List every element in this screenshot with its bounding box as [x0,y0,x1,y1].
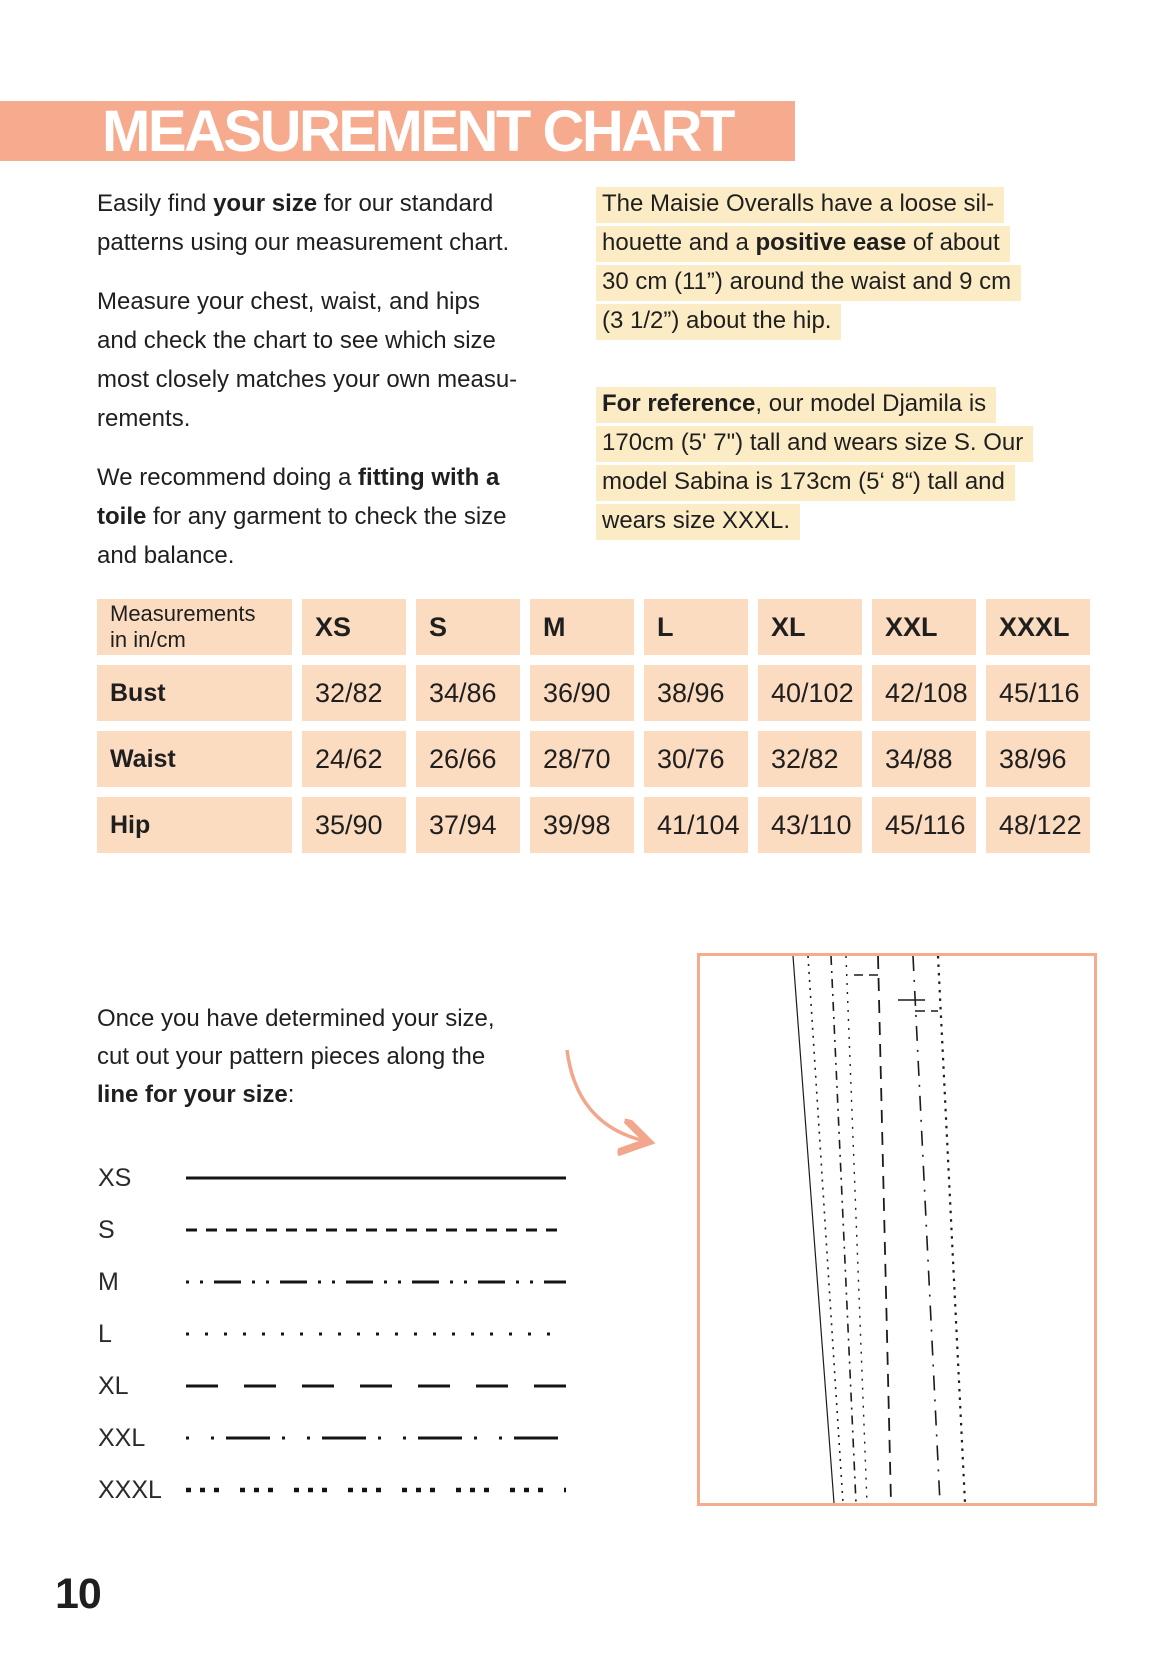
legend-row-xs [98,1152,568,1204]
table-cell: 45/116 [872,797,976,853]
size-header-l: L [644,599,748,655]
legend-row-xxl [98,1412,568,1464]
table-cell: 24/62 [302,731,406,787]
size-header-xxxl: XXXL [986,599,1090,655]
legend-line-dot-dash-dot-icon [185,1432,567,1444]
table-cell: 38/96 [644,665,748,721]
table-cell: 42/108 [872,665,976,721]
size-header-xl: XL [758,599,862,655]
legend-label: XS [98,1163,132,1192]
legend-label: XL [98,1371,129,1400]
table-cell: 38/96 [986,731,1090,787]
pattern-figure [697,953,1097,1506]
page-title: MEASUREMENT CHART [102,99,733,164]
legend-line-dotted-icon [185,1328,567,1340]
legend-row-xxxl [98,1464,568,1516]
size-header-xxl: XXL [872,599,976,655]
size-line-legend [98,1152,568,1516]
table-cell: 32/82 [758,731,862,787]
legend-row-s [98,1204,568,1256]
highlighted-paragraph: For reference, our model Djamila is 170cm (5' 7") tall and wears size S. Our model Sabina is 173cm (5‘ 8“) tall and wears size XXXL. [602,384,1052,540]
table-cell: 43/110 [758,797,862,853]
table-cell: 41/104 [644,797,748,853]
legend-label: L [98,1319,112,1348]
pattern-lines-illustration [700,956,1094,1503]
curved-arrow-icon [545,1035,675,1160]
measurement-table [97,599,1090,853]
table-corner-header: Measurements in in/cm [97,599,292,655]
legend-line-dashed-icon [185,1224,567,1236]
table-cell: 26/66 [416,731,520,787]
table-cell: 32/82 [302,665,406,721]
legend-line-triple-dot-icon [185,1484,567,1496]
intro-left-column [97,184,557,575]
title-banner [0,99,795,164]
size-header-s: S [416,599,520,655]
table-cell: 39/98 [530,797,634,853]
legend-label: S [98,1215,115,1244]
paragraph: Measure your chest, waist, and hips and check the chart to see which size most closely matches your own measu- rements. [97,288,518,432]
legend-label: XXXL [98,1475,162,1504]
page-number: 10 [55,1570,101,1618]
legend-label: XXL [98,1423,146,1452]
table-cell: 30/76 [644,731,748,787]
table-cell: 35/90 [302,797,406,853]
legend-line-long-dash-icon [185,1380,567,1392]
table-cell: 28/70 [530,731,634,787]
paragraph: Easily find your size for our standard patterns using our measurement chart. [97,190,510,256]
cutting-instructions: Once you have determined your size, cut out your pattern pieces along the line for your size: [97,1005,495,1108]
table-cell: 48/122 [986,797,1090,853]
table-cell: 36/90 [530,665,634,721]
legend-line-dot-dot-dash-icon [185,1276,567,1288]
table-cell: 34/86 [416,665,520,721]
table-cell: 45/116 [986,665,1090,721]
size-header-m: M [530,599,634,655]
row-header-waist: Waist [97,731,292,787]
legend-line-solid-icon [185,1172,567,1184]
legend-row-l [98,1308,568,1360]
paragraph: We recommend doing a fitting with a toile for any garment to check the size and balance. [97,464,507,569]
table-cell: 40/102 [758,665,862,721]
legend-row-m [98,1256,568,1308]
row-header-hip: Hip [97,797,292,853]
table-cell: 34/88 [872,731,976,787]
row-header-bust: Bust [97,665,292,721]
size-header-xs: XS [302,599,406,655]
legend-label: M [98,1267,119,1296]
highlighted-paragraph: The Maisie Overalls have a loose sil- houette and a positive ease of about 30 cm (11”) around the waist and 9 cm (3 1/2”) about the hip. [602,184,1052,340]
legend-row-xl [98,1360,568,1412]
intro-right-column [602,184,1052,540]
table-cell: 37/94 [416,797,520,853]
